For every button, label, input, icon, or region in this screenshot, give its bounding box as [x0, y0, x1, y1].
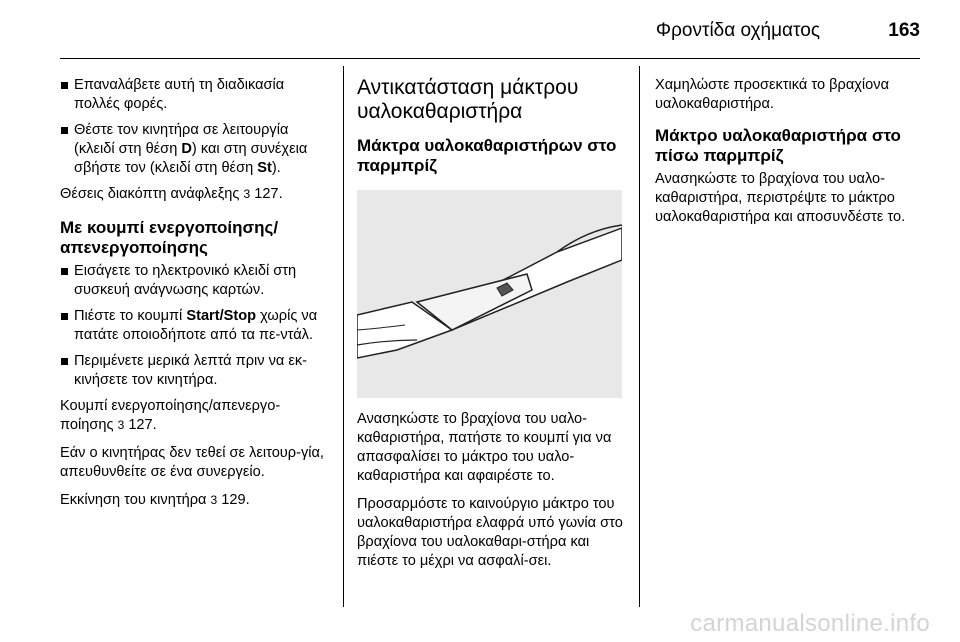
key-position-d: D — [181, 141, 192, 157]
page-header — [0, 0, 960, 60]
column-divider-2 — [639, 66, 640, 607]
bullet-engine-cycle — [60, 121, 330, 178]
column-divider-1 — [343, 66, 344, 607]
ignition-ref-text: Θέσεις διακόπτη ανάφλεξης — [60, 186, 240, 202]
start-ref: Εκκίνηση του κινητήρα 3 129. — [60, 492, 250, 508]
start-ref-text: Εκκίνηση του κινητήρα — [60, 492, 207, 508]
bullet-text: ). — [271, 160, 281, 176]
dealer-note: Εάν ο κινητήρας δεν τεθεί σε λειτουρ-γία, απευθυνθείτε σε ένα συνεργείο. — [60, 445, 324, 480]
page-number: 163 — [888, 20, 920, 41]
bullet-text: χωρίς να πατάτε οποιοδήποτε από τα πε-ντάλ. — [74, 308, 318, 343]
button-ref-page: 127 — [128, 417, 153, 433]
bullet-wait: Περιμένετε μερικά λεπτά πριν να εκ-κινήσετε τον κινητήρα. — [60, 352, 330, 390]
column-left — [60, 76, 330, 519]
page-ref-icon: 3 — [210, 493, 218, 507]
rear-wiper-para: Ανασηκώστε το βραχίονα του υαλο-καθαριστήρα, περιστρέψτε το μάκτρο υαλοκαθαριστήρα και αποσυνδέστε το. — [655, 171, 906, 225]
column-right — [655, 76, 925, 236]
button-ref: Κουμπί ενεργοποίησης/απενεργο-ποίησης 3 127. — [60, 398, 281, 433]
bullet-insert-key: Εισάγετε το ηλεκτρονικό κλειδί στη συσκευή ανάγνωσης καρτών. — [60, 262, 330, 300]
wiper-para-lower: Χαμηλώστε προσεκτικά το βραχίονα υαλοκαθαριστήρα. — [655, 77, 890, 112]
key-position-st: St — [257, 160, 272, 176]
wiper-para-remove: Ανασηκώστε το βραχίονα του υαλο-καθαριστήρα, πατήστε το κουμπί για να απασφαλίσει το μάκτρο του υαλο-καθαριστήρα και αφαιρέστε το. — [357, 411, 612, 484]
section-heading-wiper-replacement: Αντικατάσταση μάκτρου υαλοκαθαριστήρα — [357, 76, 579, 123]
bullet-text: Θέστε τον κινητήρα σε λειτουργία (κλειδί στη θέση — [74, 122, 289, 157]
wiper-para-install: Προσαρμόστε το καινούργιο μάκτρο του υαλοκαθαριστήρα ελαφρά υπό γωνία στο βραχίονα του υαλοκαθαρι-στήρα και πιέστε το μέχρι να ασφαλί-σει. — [357, 496, 623, 569]
subheading-windscreen-wipers: Μάκτρα υαλοκαθαριστήρων στο παρμπρίζ — [357, 136, 617, 175]
ignition-ref: Θέσεις διακόπτη ανάφλεξης 3 127. — [60, 186, 283, 202]
section-heading-start-stop: Με κουμπί ενεργοποίησης/απενεργοποίησης — [60, 218, 279, 257]
header-title: Φροντίδα οχήματος — [655, 20, 820, 41]
column-middle — [357, 76, 624, 580]
bullet-repeat: Επαναλάβετε αυτή τη διαδικασία πολλές φορές. — [60, 76, 330, 114]
bullet-press-button — [60, 307, 330, 345]
header-rule — [60, 58, 920, 59]
ignition-ref-page: 127 — [254, 186, 279, 202]
wiper-illustration — [357, 190, 622, 398]
page-ref-icon: 3 — [117, 418, 125, 432]
page-ref-icon: 3 — [243, 187, 251, 201]
bullet-text: Πιέστε το κουμπί — [74, 308, 187, 324]
button-ref-text: Κουμπί ενεργοποίησης/απενεργο-ποίησης — [60, 398, 281, 433]
watermark: carmanualsonline.info — [690, 610, 930, 637]
start-stop-label: Start/Stop — [186, 308, 257, 324]
start-ref-page: 129 — [221, 492, 246, 508]
subheading-rear-wiper: Μάκτρο υαλοκαθαριστήρα στο πίσω παρμπρίζ — [655, 126, 901, 165]
bullet-text: ) και στη συνέχεια σβήστε τον (κλειδί στη θέση — [74, 141, 308, 176]
